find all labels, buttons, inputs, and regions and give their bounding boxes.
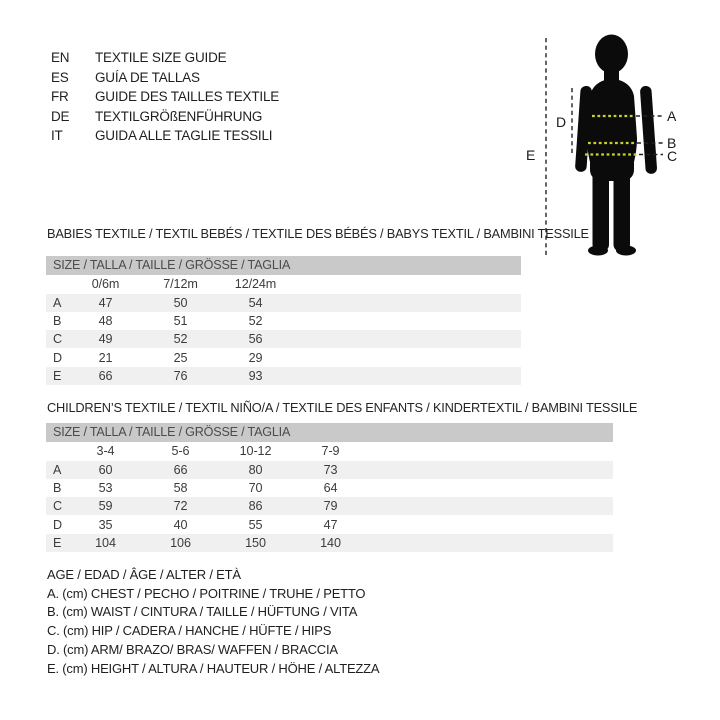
language-code: ES [51,69,69,85]
row-label-cell: A [53,295,62,310]
value-cell: 40 [173,517,188,532]
table-row [46,294,521,312]
value-cell: 80 [248,462,263,477]
language-code: EN [51,50,70,65]
language-title-list [51,48,279,146]
value-cell: 52 [173,332,188,347]
table-row [46,348,521,366]
language-item [51,87,279,107]
row-label-cell: C [53,499,62,514]
language-code: FR [51,89,69,104]
row-label-cell: D [53,350,62,365]
language-code: DE [51,108,70,124]
row-label-cell: B [53,480,62,495]
language-title: TEXTILGRÖßENFÜHRUNG [95,108,263,124]
legend-item: D. (cm) ARM/ BRAZO/ BRAS/ WAFFEN / BRACCIA [47,641,338,657]
table-row [46,534,613,552]
value-cell: 55 [248,517,263,532]
language-title: GUIDA ALLE TAGLIE TESSILI [95,128,273,143]
value-cell: 76 [173,368,188,383]
figure-label-A: A [667,108,677,124]
column-header: 3-4 [96,444,115,459]
size-header-bar-babies: SIZE / TALLA / TAILLE / GRÖSSE / TAGLIA [46,256,521,275]
value-cell: 64 [323,480,338,495]
value-cell: 58 [173,480,188,495]
value-cell: 21 [98,350,113,365]
row-label-cell: B [53,313,62,328]
row-label-cell: D [53,517,62,532]
value-cell: 66 [98,368,113,383]
column-header: 7-9 [321,444,340,459]
language-title: TEXTILE SIZE GUIDE [95,50,227,65]
size-header-bar-children: SIZE / TALLA / TAILLE / GRÖSSE / TAGLIA [46,423,613,442]
column-header: 12/24m [234,277,277,292]
legend-item: B. (cm) WAIST / CINTURA / TAILLE / HÜFTUNG / VITA [47,604,358,620]
language-title: GUÍA DE TALLAS [95,69,200,85]
value-cell: 29 [248,350,263,365]
table-row [46,330,521,348]
value-cell: 25 [173,350,188,365]
table-row [46,312,521,330]
figure-label-B: B [667,135,677,151]
value-cell: 86 [248,499,263,514]
value-cell: 49 [98,332,113,347]
section-title-babies: BABIES TEXTILE / TEXTIL BEBÉS / TEXTILE DES BÉBÉS / BABYS TEXTIL / BAMBINI TESSILE [47,226,589,241]
legend-title: AGE / EDAD / ÂGE / ALTER / ETÀ [47,567,241,582]
value-cell: 59 [98,499,113,514]
value-cell: 66 [173,462,188,477]
value-cell: 60 [98,462,113,477]
value-cell: 140 [320,535,341,550]
language-item [51,68,279,88]
column-header: 5-6 [171,444,190,459]
section-title-children: CHILDREN’S TEXTILE / TEXTIL NIÑO/A / TEXTILE DES ENFANTS / KINDERTEXTIL / BAMBINI TESSILE [47,400,638,415]
table-row [46,367,521,385]
value-cell: 104 [95,535,116,550]
language-code: IT [51,128,63,143]
column-header: 7/12m [163,277,198,292]
language-item [51,48,279,68]
table-row [46,515,613,533]
value-cell: 35 [98,517,113,532]
legend-item: E. (cm) HEIGHT / ALTURA / HAUTEUR / HÖHE / ALTEZZA [47,660,380,676]
figure-label-C: C [667,148,678,164]
value-cell: 48 [98,313,113,328]
table-row [46,479,613,497]
row-label-cell: E [53,368,62,383]
legend-item: A. (cm) CHEST / PECHO / POITRINE / TRUHE / PETTO [47,585,366,601]
value-cell: 70 [248,480,263,495]
value-cell: 73 [323,462,338,477]
value-cell: 50 [173,295,188,310]
table-row [46,461,613,479]
value-cell: 106 [170,535,191,550]
table-row [46,497,613,515]
value-cell: 52 [248,313,263,328]
measurement-legend [47,566,379,678]
value-cell: 72 [173,499,188,514]
value-cell: 56 [248,332,263,347]
value-cell: 150 [245,535,266,550]
value-cell: 47 [98,295,113,310]
figure-label-E: E [526,147,536,163]
language-title: GUIDE DES TAILLES TEXTILE [95,89,280,104]
value-cell: 93 [248,368,263,383]
language-item [51,107,279,127]
row-label-cell: A [53,462,62,477]
value-cell: 53 [98,480,113,495]
babies-size-table [46,275,521,385]
row-label-cell: E [53,535,62,550]
value-cell: 47 [323,517,338,532]
column-header: 10-12 [239,444,272,459]
value-cell: 54 [248,295,263,310]
child-silhouette [575,35,658,256]
value-cell: 51 [173,313,188,328]
legend-item: C. (cm) HIP / CADERA / HANCHE / HÜFTE / HIPS [47,623,332,639]
table-header-row [46,275,521,294]
figure-label-D: D [556,114,567,130]
children-size-table [46,442,613,552]
row-label-cell: C [53,332,62,347]
table-header-row [46,442,613,461]
column-header: 0/6m [91,277,120,292]
value-cell: 79 [323,499,338,514]
language-item [51,126,279,146]
legend-items [47,585,379,679]
